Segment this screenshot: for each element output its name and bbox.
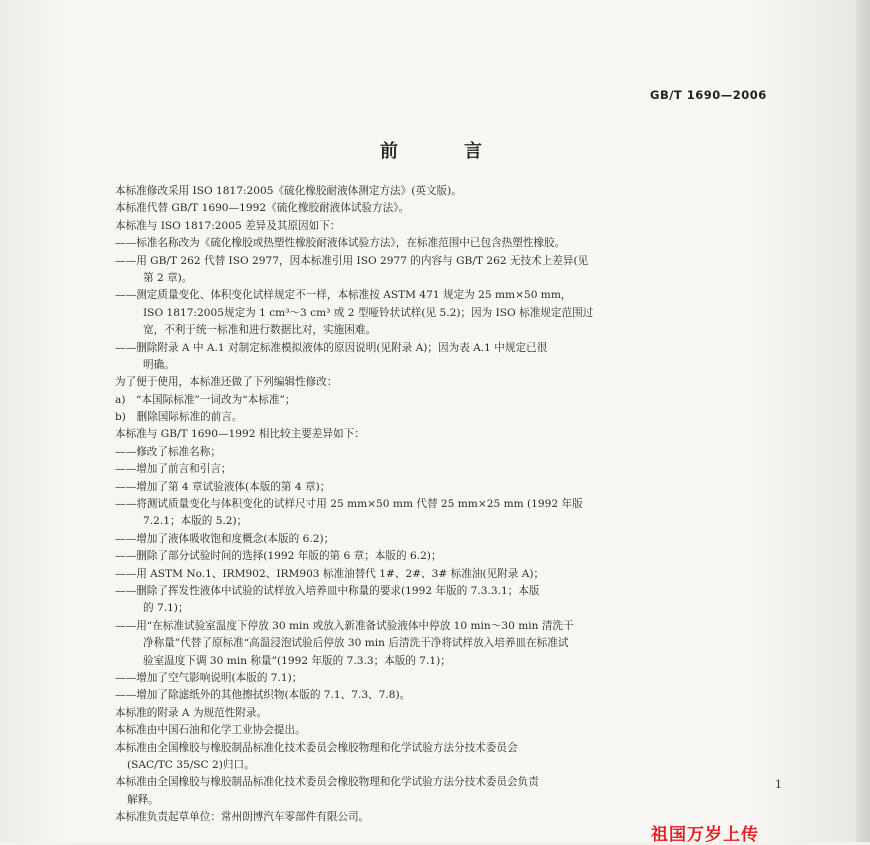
text-line: ——测定质量变化、体积变化试样规定不一样，本标准按 ASTM 471 规定为 25 mm×50 mm，: [115, 289, 572, 302]
text-line: ——修改了标准名称；: [115, 445, 221, 458]
text-line: ——增加了空气影响说明(本版的 7.1)；: [115, 671, 303, 684]
text-line: 本标准修改采用 ISO 1817:2005《硫化橡胶耐液体测定方法》(英文版)。: [115, 185, 462, 197]
text-line: 解释。: [127, 793, 159, 806]
text-line: 本标准由全国橡胶与橡胶制品标准化技术委员会橡胶物理和化学试验方法分技术委员会: [115, 741, 518, 754]
text-line: ——删除附录 A 中 A.1 对制定标准模拟液体的原因说明(见附录 A)；因为表 A.1 中规定已很: [115, 341, 548, 354]
text-line: 本标准的附录 A 为规范性附录。: [115, 706, 268, 719]
text-line: ——用 GB/T 262 代替 ISO 2977，因本标准引用 ISO 2977 的内容与 GB/T 262 无技术上差异(见: [115, 254, 589, 267]
text-line: 本标准代替 GB/T 1690—1992《硫化橡胶耐液体试验方法》。: [115, 202, 410, 215]
text-line: a) “本国际标准”一词改为“本标准”；: [115, 393, 296, 406]
page-number: 1: [775, 778, 782, 791]
text-line: 本标准负责起草单位：常州朗博汽车零部件有限公司。: [115, 811, 370, 824]
foreword-body: [115, 183, 795, 826]
text-line: 本标准由全国橡胶与橡胶制品标准化技术委员会橡胶物理和化学试验方法分技术委员会负责: [115, 776, 539, 789]
text-line: 7.2.1；本版的 5.2)；: [143, 515, 248, 528]
text-line: 净称量”代替了原标准“高温浸泡试验后停放 30 min 后清洗干净将试样放入培养皿在标准试: [143, 637, 569, 650]
text-line: ISO 1817:2005规定为 1 cm³～3 cm³ 或 2 型哑铃状试样(见 5.2)；因为 ISO 标准规定范围过: [143, 306, 594, 319]
text-line: ——增加了前言和引言；: [115, 463, 232, 476]
text-line: 验室温度下调 30 min 称量”(1992 年版的 7.3.3；本版的 7.1)；: [143, 654, 451, 667]
text-line: 为了便于使用，本标准还做了下列编辑性修改：: [115, 376, 338, 389]
text-line: 宽，不利于统一标准和进行数据比对，实施困难。: [143, 324, 377, 337]
text-line: 本标准由中国石油和化学工业协会提出。: [115, 724, 306, 737]
text-line: ——增加了液体吸收饱和度概念(本版的 6.2)；: [115, 532, 335, 545]
text-line: ——删除了部分试验时间的选择(1992 年版的第 6 章；本版的 6.2)；: [115, 550, 442, 563]
text-line: 本标准与 GB/T 1690—1992 相比较主要差异如下：: [115, 428, 365, 441]
text-line: 本标准与 ISO 1817:2005 差异及其原因如下：: [115, 219, 341, 232]
text-line: 第 2 章)。: [143, 271, 193, 284]
text-line: ——用“在标准试验室温度下停放 30 min 或放入新准备试验液体中停放 10 min～30 min 清洗干: [115, 619, 574, 632]
text-line: ——将测试质量变化与体积变化的试样尺寸用 25 mm×50 mm 代替 25 mm×25 mm (1992 年版: [115, 498, 583, 511]
standard-number: GB/T 1690—2006: [650, 88, 767, 102]
text-line: ——增加了第 4 章试验液体(本版的第 4 章)；: [115, 480, 331, 493]
upload-watermark: 祖国万岁上传: [651, 825, 759, 845]
page-title: 前 言: [380, 141, 506, 162]
text-line: ——用 ASTM No.1、IRM902、IRM903 标准油替代 1#、2#、3# 标准油(见附录 A)；: [115, 567, 545, 580]
text-line: ——删除了挥发性液体中试验的试样放入培养皿中称量的要求(1992 年版的 7.3.3.1；本版: [115, 584, 540, 597]
text-line: 明确。: [143, 358, 175, 371]
page-edge: [856, 0, 870, 842]
text-line: ——标准名称改为《硫化橡胶或热塑性橡胶耐液体试验方法》，在标准范围中已包含热塑性橡胶。: [115, 237, 566, 250]
text-line: (SAC/TC 35/SC 2)归口。: [127, 758, 255, 771]
text-line: 的 7.1)；: [143, 602, 189, 615]
text-line: ——增加了除滤纸外的其他擦拭织物(本版的 7.1、7.3、7.8)。: [115, 689, 411, 702]
text-line: b) 删除国际标准的前言。: [115, 411, 243, 424]
